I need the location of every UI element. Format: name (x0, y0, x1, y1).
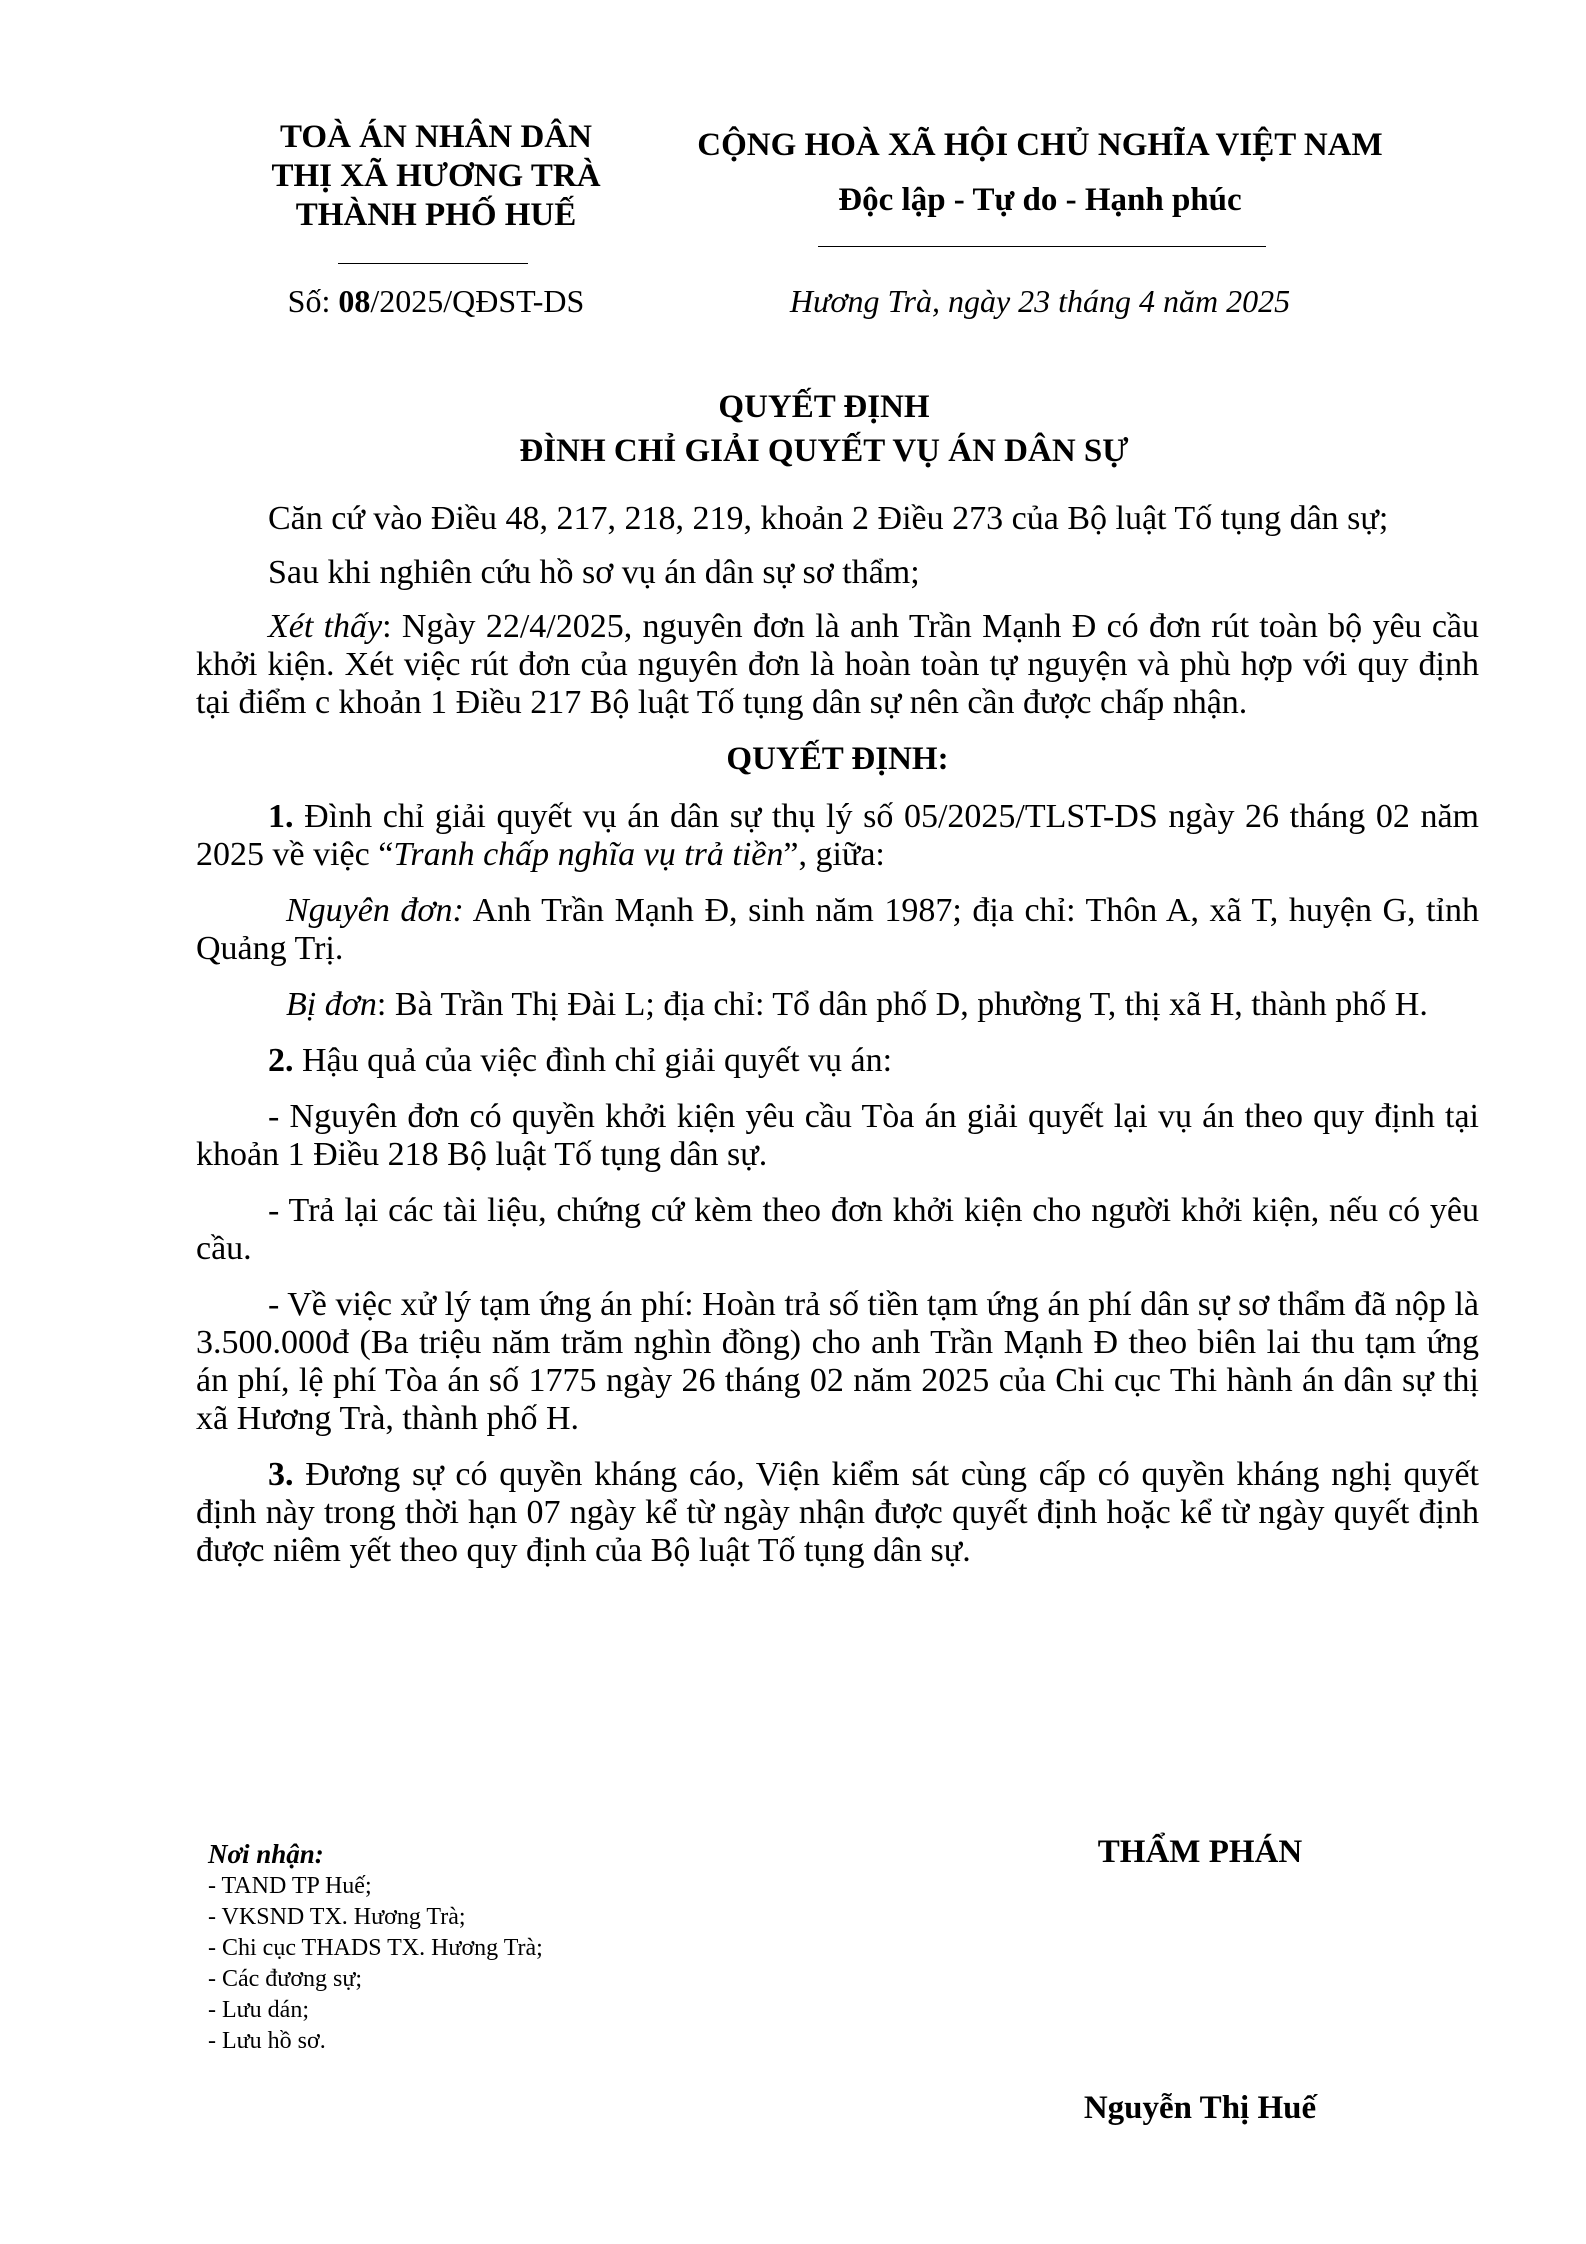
court-line-1: TOÀ ÁN NHÂN DÂN (280, 119, 592, 155)
court-name (238, 118, 634, 235)
item-1 (196, 798, 1479, 874)
decision-number (238, 282, 634, 320)
number-prefix: Số: (287, 283, 339, 319)
recipient-item: - Lưu hồ sơ. (208, 2028, 326, 2054)
court-underline (338, 263, 528, 264)
item-3-text: Đương sự có quyền kháng cáo, Viện kiểm sát cùng cấp có quyền kháng nghị quyết định này trong thời hạn 07 ngày kể từ ngày nhận được quyết định hoặc kể từ ngày quyết định được niêm yết theo quy định của Bộ luật Tố tụng dân sự. (196, 1456, 1479, 1569)
signature-title: THẨM PHÁN (1097, 1834, 1303, 1870)
recipient-item: - Lưu dán; (208, 1997, 309, 2023)
plaintiff-text: Anh Trần Mạnh Đ, sinh năm 1987; địa chỉ: Thôn A, xã T, huyện G, tỉnh Quảng Trị. (196, 892, 1480, 967)
title-line-1: QUYẾT ĐỊNH (718, 389, 930, 425)
item-1-text-b: ”, giữa: (783, 836, 885, 873)
number-suffix: /2025/QĐST-DS (370, 283, 585, 319)
recipient-item: - TAND TP Huế; (208, 1873, 372, 1899)
judge-name: Nguyễn Thị Huế (1083, 2090, 1317, 2126)
national-heading (660, 118, 1420, 228)
recipient-item: - Các đương sự; (208, 1966, 363, 1992)
item-2-number: 2. (268, 1042, 294, 1079)
case-title: Tranh chấp nghĩa vụ trả tiền (393, 836, 784, 873)
item-3 (196, 1456, 1479, 1570)
review-statement: Sau khi nghiên cứu hồ sơ vụ án dân sự sơ thẩm; (268, 554, 920, 591)
title-line-2: ĐÌNH CHỈ GIẢI QUYẾT VỤ ÁN DÂN SỰ (519, 433, 1129, 469)
consequence-3: - Về việc xử lý tạm ứng án phí: Hoàn trả số tiền tạm ứng án phí dân sự sơ thẩm đã nộp là 3.500.000đ (Ba triệu năm trăm nghìn đồng) cho anh Trần Mạnh Đ theo biên lai thu tạm ứng án phí, lệ phí Tòa án số 1775 ngày 26 tháng 02 năm 2025 của Chi cục Thi hành án dân sự thị xã Hương Trà, thành phố H. (196, 1286, 1479, 1437)
consequence-1: - Nguyên đơn có quyền khởi kiện yêu cầu Tòa án giải quyết lại vụ án theo quy định tại khoản 1 Điều 218 Bộ luật Tố tụng dân sự. (196, 1098, 1479, 1173)
recipients-label: Nơi nhận: (208, 1839, 324, 1869)
defendant-label: Bị đơn (286, 986, 377, 1023)
defendant (196, 986, 1479, 1024)
recipients-block (208, 1838, 768, 2057)
item-2-text: Hậu quả của việc đình chỉ giải quyết vụ án: (293, 1042, 893, 1079)
number-bold: 08 (338, 283, 371, 319)
item-1-number: 1. (268, 798, 294, 835)
national-motto: Độc lập - Tự do - Hạnh phúc (838, 182, 1242, 218)
nation-name: CỘNG HOÀ XÃ HỘI CHỦ NGHĨA VIỆT NAM (697, 127, 1383, 163)
recipient-item: - VKSND TX. Hương Trà; (208, 1904, 466, 1930)
plaintiff-label: Nguyên đơn: (286, 892, 464, 929)
consequence-2: - Trả lại các tài liệu, chứng cứ kèm theo đơn khởi kiện cho người khởi kiện, nếu có yêu cầu. (196, 1192, 1479, 1267)
item-3-number: 3. (268, 1456, 294, 1493)
plaintiff (196, 892, 1479, 968)
legal-basis: Căn cứ vào Điều 48, 217, 218, 219, khoản 2 Điều 273 của Bộ luật Tố tụng dân sự; (268, 500, 1389, 537)
item-2 (196, 1042, 1479, 1080)
place-date: Hương Trà, ngày 23 tháng 4 năm 2025 (789, 283, 1291, 319)
document-title (168, 385, 1480, 473)
defendant-text: : Bà Trần Thị Đài L; địa chỉ: Tổ dân phố D, phường T, thị xã H, thành phố H. (376, 986, 1428, 1023)
motto-underline (818, 246, 1266, 247)
recipient-item: - Chi cục THADS TX. Hương Trà; (208, 1935, 543, 1961)
decision-heading: QUYẾT ĐỊNH: (726, 741, 949, 777)
document-body (196, 500, 1479, 1588)
court-line-3: THÀNH PHỐ HUẾ (295, 197, 577, 233)
item-1-text-a: Đình chỉ giải quyết vụ án dân sự thụ lý số 05/2025/TLST-DS ngày 26 tháng 02 năm 2025 về việc “ (196, 798, 1479, 873)
finding-paragraph (196, 608, 1479, 722)
finding-label: Xét thấy (268, 608, 383, 645)
court-line-2: THỊ XÃ HƯƠNG TRÀ (271, 158, 601, 194)
finding-text: : Ngày 22/4/2025, nguyên đơn là anh Trần Mạnh Đ có đơn rút toàn bộ yêu cầu khởi kiện. Xét việc rút đơn của nguyên đơn là hoàn toàn tự nguyện và phù hợp với quy định tại điểm c khoản 1 Điều 217 Bộ luật Tố tụng dân sự nên cần được chấp nhận. (196, 608, 1480, 721)
